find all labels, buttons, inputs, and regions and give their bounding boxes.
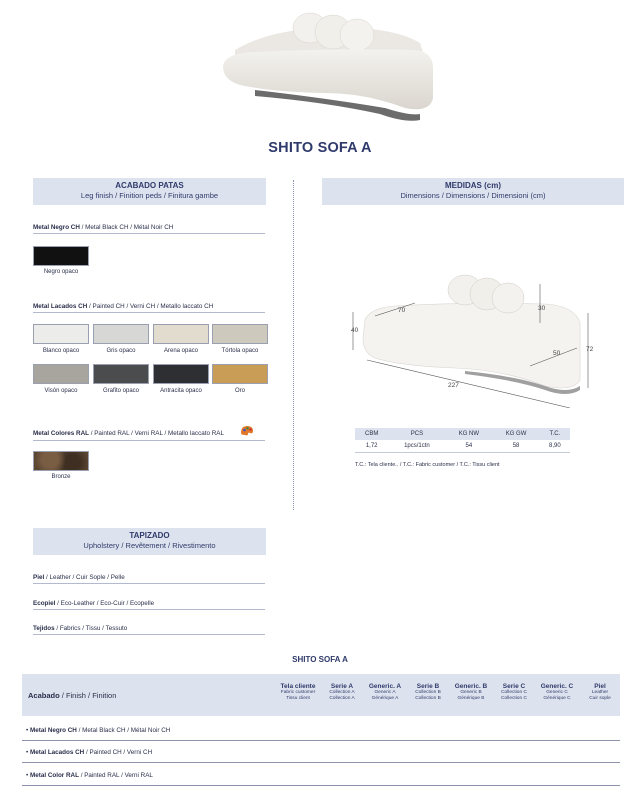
upholstery-subheading: Upholstery / Revêtement / Rivestimento xyxy=(83,541,216,550)
spec-header: CBM xyxy=(355,428,388,440)
divider xyxy=(22,740,620,741)
column-serie-c: Serie C Collection C Collection C xyxy=(501,683,527,701)
spec-cell: 1pcs/1ctn xyxy=(388,440,445,453)
upholstery-heading: TAPIZADO xyxy=(129,531,170,540)
swatch-grafito-opaco xyxy=(93,364,149,384)
spec-note: T.C.: Tela cliente.. / T.C.: Fabric customer / T.C.: Tissu client xyxy=(355,462,500,468)
column-piel: Piel Leather Cuir sople xyxy=(589,683,611,701)
swatch-negro-opaco xyxy=(33,246,89,266)
divider xyxy=(33,583,265,584)
swatch-label: Visón opaco xyxy=(44,388,78,394)
dim-label: 70 xyxy=(398,307,406,314)
metal-negro-label: Metal Negro CH / Metal Black CH / Métal Noir CH xyxy=(33,224,174,231)
upholstery-item: Tejidos / Fabrics / Tissu / Tessuto xyxy=(33,625,128,632)
divider xyxy=(33,609,265,610)
spec-cell: 58 xyxy=(492,440,539,453)
acabado-label: Acabado / Finish / Finition xyxy=(28,691,117,700)
swatch-label: Oro xyxy=(234,388,245,394)
price-table-title: SHITO SOFA A xyxy=(292,655,348,664)
swatch-label: Antracita opaco xyxy=(160,388,202,394)
column-serie-b: Serie B Collection B Collection B xyxy=(415,683,441,701)
divider xyxy=(33,634,265,635)
dimensions-header xyxy=(322,178,624,205)
column-generic-c: Generic. C Generic C Générique C xyxy=(540,683,574,701)
upholstery-item: Ecopiel / Eco-Leather / Eco-Cuir / Ecopelle xyxy=(33,600,155,607)
column-serie-a: Serie A Collection A Collection A xyxy=(329,683,355,701)
spec-cell: 54 xyxy=(445,440,492,453)
page-title: SHITO SOFA A xyxy=(268,140,372,156)
spec-header: KG NW xyxy=(445,428,492,440)
column-tela-cliente: Tela cliente Fabric customer Tissu client xyxy=(280,683,316,701)
spec-cell: 1,72 xyxy=(355,440,388,453)
price-table-header xyxy=(22,674,620,716)
swatch-label: Grafito opaco xyxy=(102,388,140,394)
price-row: • Metal Color RAL / Painted RAL / Verni RAL xyxy=(26,772,153,779)
leg-finish-subheading: Leg finish / Finition peds / Finitura gambe xyxy=(80,191,219,200)
spec-header: KG GW xyxy=(492,428,539,440)
leg-finish-heading: ACABADO PATAS xyxy=(115,181,184,190)
swatch-gris-opaco xyxy=(93,324,149,344)
dim-label: 227 xyxy=(448,382,459,389)
dim-label: 50 xyxy=(553,350,561,357)
swatch-bronze xyxy=(33,451,89,471)
dim-label: 40 xyxy=(351,327,359,334)
swatch-label: Arena opaco xyxy=(163,348,199,354)
swatch-label: Bronze xyxy=(51,474,71,480)
metal-ral-label: Metal Colores RAL / Painted RAL / Verni RAL / Metallo laccato RAL xyxy=(33,430,224,437)
upholstery-item: Piel / Leather / Cuir Sople / Pelle xyxy=(33,574,125,581)
swatch-label: Gris opaco xyxy=(106,348,136,354)
spec-header: PCS xyxy=(388,428,445,440)
price-row: • Metal Negro CH / Metal Black CH / Métal Noir CH xyxy=(26,727,171,734)
divider xyxy=(33,312,265,313)
dimensions-diagram xyxy=(345,268,600,408)
swatch-label: Blanco opaco xyxy=(42,348,80,354)
dim-label: 72 xyxy=(586,346,594,353)
column-generic-a: Generic. A Generic A Générique A xyxy=(368,683,402,701)
dim-label: 30 xyxy=(538,305,546,312)
sofa-image xyxy=(215,8,445,128)
column-generic-b: Generic. B Generic B Générique B xyxy=(454,683,488,701)
price-row: • Metal Lacados CH / Painted CH / Verni CH xyxy=(26,749,153,756)
dimensions-heading: MEDIDAS (cm) xyxy=(444,181,501,190)
swatch-label: Negro opaco xyxy=(43,269,79,275)
divider xyxy=(33,440,265,441)
swatch-oro xyxy=(212,364,268,384)
divider xyxy=(33,233,265,234)
swatch-label: Tórtola opaco xyxy=(221,348,259,354)
spec-header: T.C. xyxy=(540,428,570,440)
upholstery-header xyxy=(33,528,266,555)
divider xyxy=(22,762,620,763)
leg-finish-header xyxy=(33,178,266,205)
swatch-antracita-opaco xyxy=(153,364,209,384)
swatch-tortola-opaco xyxy=(212,324,268,344)
divider xyxy=(22,785,620,786)
swatch-blanco-opaco xyxy=(33,324,89,344)
color-palette-icon xyxy=(240,424,254,436)
swatch-arena-opaco xyxy=(153,324,209,344)
swatch-vison-opaco xyxy=(33,364,89,384)
dimensions-subheading: Dimensions / Dimensions / Dimensioni (cm) xyxy=(400,191,546,200)
spec-table xyxy=(355,428,570,453)
metal-lacados-label: Metal Lacados CH / Painted CH / Verni CH / Metallo laccato CH xyxy=(33,303,214,310)
column-divider xyxy=(293,180,294,510)
spec-cell: 8,90 xyxy=(540,440,570,453)
